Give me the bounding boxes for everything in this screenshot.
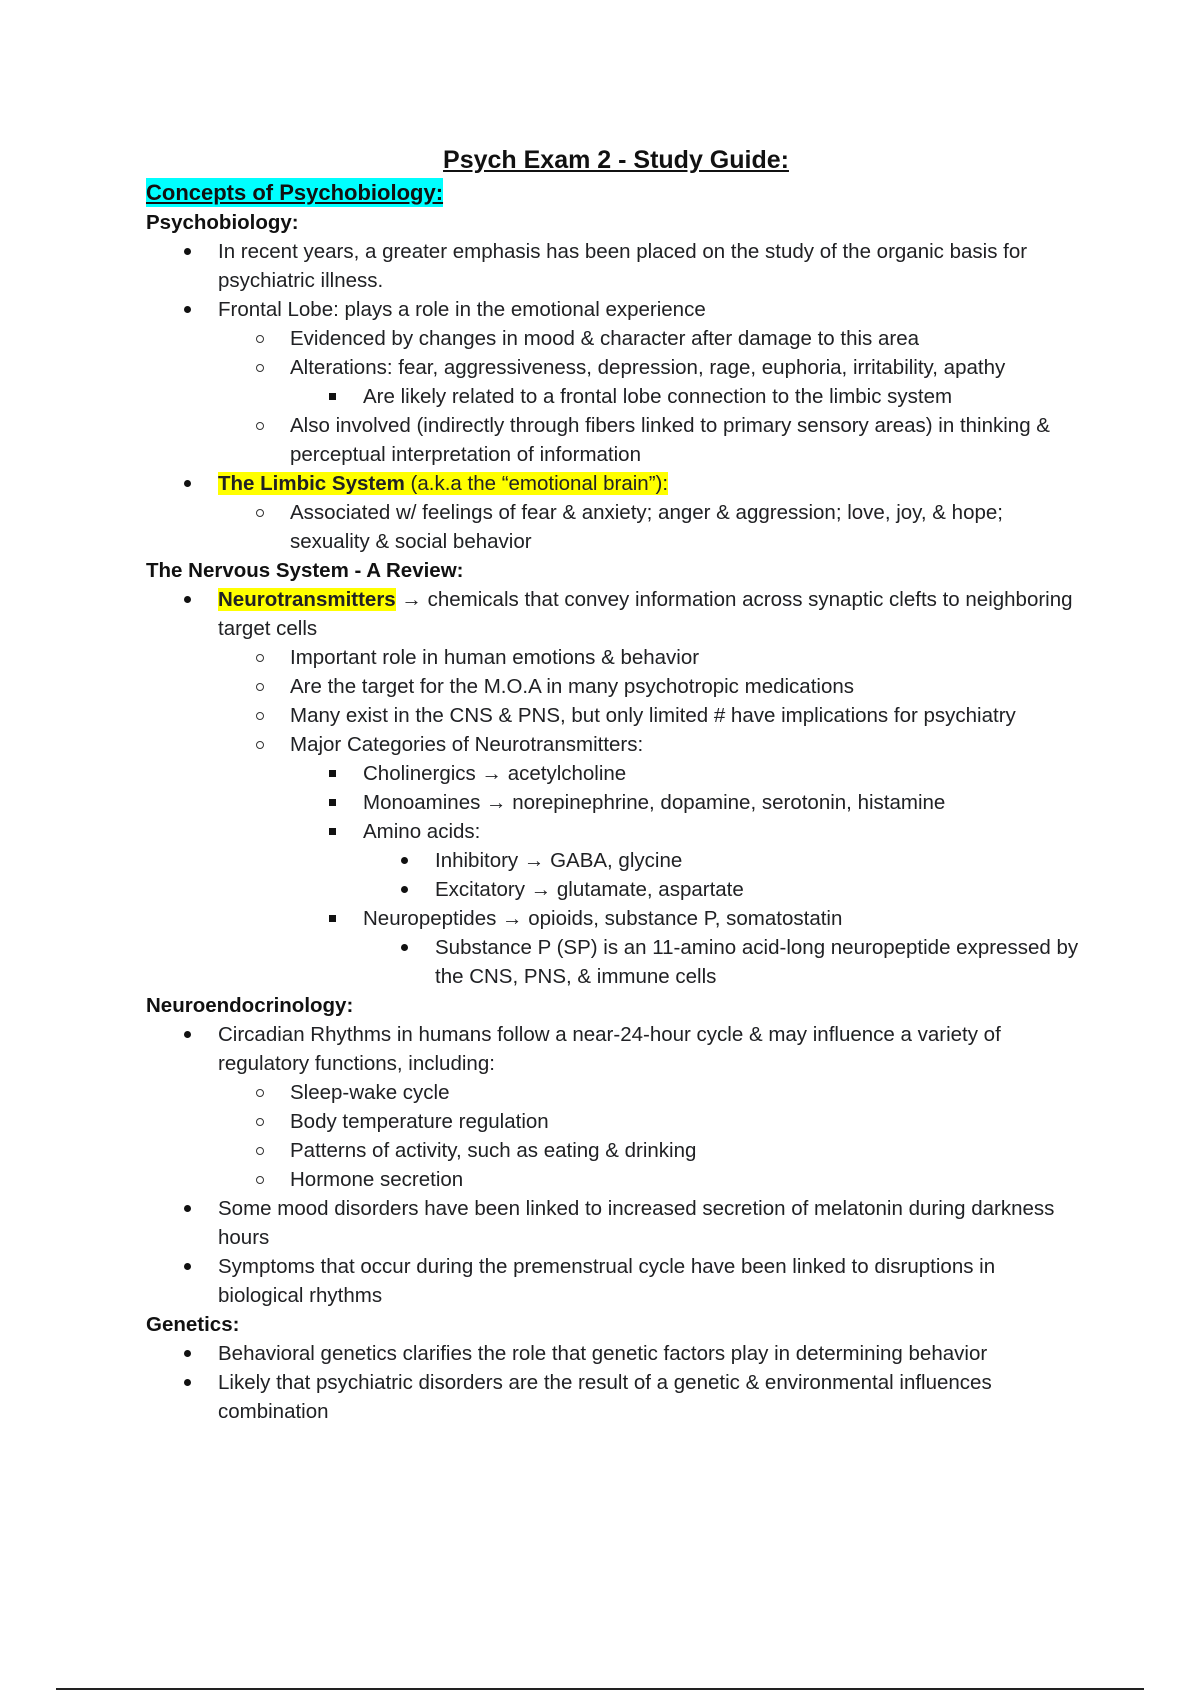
list-item: Evidenced by changes in mood & character after damage to this area bbox=[146, 324, 1086, 353]
hollow-bullet-icon bbox=[256, 1176, 264, 1184]
list-item: Important role in human emotions & behavior bbox=[146, 643, 1086, 672]
limbic-bold-label: The Limbic System bbox=[218, 472, 405, 495]
square-bullet-icon bbox=[329, 915, 336, 922]
list-item: Are likely related to a frontal lobe connection to the limbic system bbox=[146, 382, 1086, 411]
bullet-icon bbox=[184, 1031, 191, 1038]
list-item: Circadian Rhythms in humans follow a near-24-hour cycle & may influence a variety of regulatory functions, including: bbox=[146, 1020, 1086, 1078]
list-item: Sleep-wake cycle bbox=[146, 1078, 1086, 1107]
list-item: Behavioral genetics clarifies the role that genetic factors play in determining behavior bbox=[146, 1339, 1086, 1368]
bullet-icon bbox=[184, 596, 191, 603]
list-item: Cholinergics → acetylcholine bbox=[146, 759, 1086, 788]
bullet-icon bbox=[184, 1379, 191, 1386]
bullet-icon bbox=[401, 857, 408, 864]
bullet-icon bbox=[184, 1350, 191, 1357]
list-item: Some mood disorders have been linked to increased secretion of melatonin during darkness hours bbox=[146, 1194, 1086, 1252]
hollow-bullet-icon bbox=[256, 654, 264, 662]
hollow-bullet-icon bbox=[256, 712, 264, 720]
nervous-system-list bbox=[146, 585, 1086, 991]
hollow-bullet-icon bbox=[256, 683, 264, 691]
neuroendocrinology-heading: Neuroendocrinology: bbox=[146, 994, 354, 1017]
page-bottom-rule bbox=[56, 1688, 1144, 1690]
list-item: Substance P (SP) is an 11-amino acid-long neuropeptide expressed by the CNS, PNS, & immune cells bbox=[146, 933, 1086, 991]
document-page bbox=[146, 144, 1086, 1426]
nervous-system-heading: The Nervous System - A Review: bbox=[146, 559, 464, 582]
list-item: Hormone secretion bbox=[146, 1165, 1086, 1194]
neurotransmitters-label: Neurotransmitters bbox=[218, 588, 396, 611]
neurotransmitters-item: Neurotransmitters → chemicals that convey information across synaptic clefts to neighboring target cells bbox=[146, 585, 1086, 643]
hollow-bullet-icon bbox=[256, 509, 264, 517]
list-item: Excitatory → glutamate, aspartate bbox=[146, 875, 1086, 904]
limbic-system-item bbox=[146, 469, 1086, 498]
concepts-heading-row bbox=[146, 178, 1086, 208]
square-bullet-icon bbox=[329, 393, 336, 400]
genetics-heading: Genetics: bbox=[146, 1313, 240, 1336]
square-bullet-icon bbox=[329, 799, 336, 806]
list-item: Neuropeptides → opioids, substance P, somatostatin bbox=[146, 904, 1086, 933]
hollow-bullet-icon bbox=[256, 1147, 264, 1155]
hollow-bullet-icon bbox=[256, 1089, 264, 1097]
list-item: Frontal Lobe: plays a role in the emotional experience bbox=[146, 295, 1086, 324]
list-item: Inhibitory → GABA, glycine bbox=[146, 846, 1086, 875]
list-item: Associated w/ feelings of fear & anxiety; anger & aggression; love, joy, & hope; sexuality & social behavior bbox=[146, 498, 1086, 556]
psychobiology-heading: Psychobiology: bbox=[146, 211, 299, 234]
psychobiology-list bbox=[146, 237, 1086, 556]
square-bullet-icon bbox=[329, 770, 336, 777]
list-item: Likely that psychiatric disorders are the result of a genetic & environmental influences combination bbox=[146, 1368, 1086, 1426]
list-item: Many exist in the CNS & PNS, but only limited # have implications for psychiatry bbox=[146, 701, 1086, 730]
limbic-highlight: The Limbic System (a.k.a the “emotional brain”): bbox=[218, 472, 669, 495]
hollow-bullet-icon bbox=[256, 364, 264, 372]
list-item: Body temperature regulation bbox=[146, 1107, 1086, 1136]
list-item: Also involved (indirectly through fibers linked to primary sensory areas) in thinking & perceptual interpretation of information bbox=[146, 411, 1086, 469]
bullet-icon bbox=[184, 1263, 191, 1270]
bullet-icon bbox=[184, 480, 191, 487]
genetics-list bbox=[146, 1339, 1086, 1426]
concepts-heading: Concepts of Psychobiology: bbox=[146, 180, 444, 205]
neuroendocrinology-list bbox=[146, 1020, 1086, 1310]
square-bullet-icon bbox=[329, 828, 336, 835]
bullet-icon bbox=[184, 248, 191, 255]
bullet-icon bbox=[401, 886, 408, 893]
hollow-bullet-icon bbox=[256, 741, 264, 749]
bullet-icon bbox=[401, 944, 408, 951]
list-item: Amino acids: bbox=[146, 817, 1086, 846]
hollow-bullet-icon bbox=[256, 1118, 264, 1126]
list-item: Symptoms that occur during the premenstrual cycle have been linked to disruptions in biological rhythms bbox=[146, 1252, 1086, 1310]
bullet-icon bbox=[184, 1205, 191, 1212]
document-title: Psych Exam 2 - Study Guide: bbox=[443, 146, 789, 174]
list-item: Are the target for the M.O.A in many psychotropic medications bbox=[146, 672, 1086, 701]
hollow-bullet-icon bbox=[256, 335, 264, 343]
hollow-bullet-icon bbox=[256, 422, 264, 430]
list-item: Alterations: fear, aggressiveness, depression, rage, euphoria, irritability, apathy bbox=[146, 353, 1086, 382]
list-item: Patterns of activity, such as eating & drinking bbox=[146, 1136, 1086, 1165]
list-item: Monoamines → norepinephrine, dopamine, serotonin, histamine bbox=[146, 788, 1086, 817]
list-item: In recent years, a greater emphasis has been placed on the study of the organic basis for psychiatric illness. bbox=[146, 237, 1086, 295]
bullet-icon bbox=[184, 306, 191, 313]
list-item: Major Categories of Neurotransmitters: bbox=[146, 730, 1086, 759]
